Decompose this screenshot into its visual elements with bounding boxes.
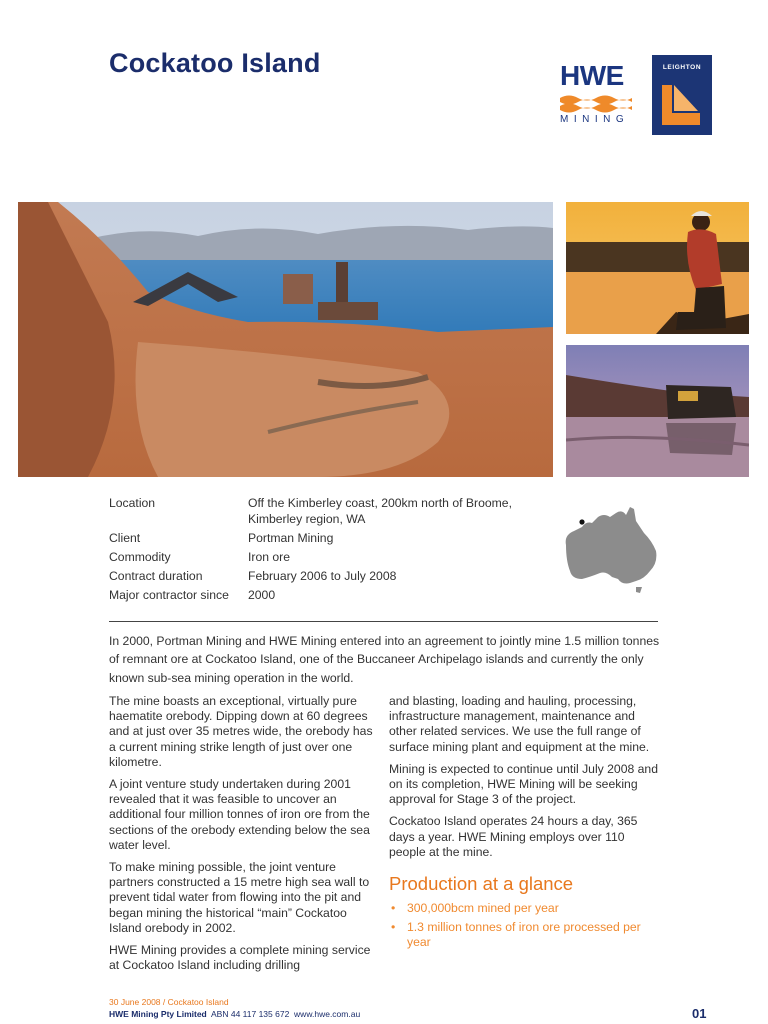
body-paragraph: Cockatoo Island operates 24 hours a day, 365 days a year. HWE Mining employs over 110 people at the mine. — [389, 814, 638, 859]
detail-value: 2000 — [248, 587, 276, 602]
leighton-logo — [652, 55, 712, 135]
detail-row-contract-duration — [109, 569, 529, 585]
footer-company: HWE Mining Pty Limited — [109, 1009, 207, 1019]
body-paragraph: The mine boasts an exceptional, virtually pure haematite orebody. Dipping down at 60 degrees and at just over 35 metres wide, the orebody has a current mining strike length of just over one kilometre. — [109, 694, 373, 769]
footer — [109, 996, 360, 1020]
footer-date-line: 30 June 2008 / Cockatoo Island — [109, 997, 229, 1007]
detail-row-major-contractor — [109, 588, 529, 604]
detail-row-client — [109, 531, 529, 547]
detail-value: Iron ore — [248, 549, 291, 564]
detail-label: Major contractor since — [109, 587, 229, 602]
detail-label: Commodity — [109, 549, 171, 564]
detail-value: Portman Mining — [248, 530, 334, 545]
body-paragraph: A joint venture study undertaken during 2001 revealed that it was feasible to uncover an additional four million tonnes of iron ore from the sections of the orebody extending below the sea water level. — [109, 777, 370, 852]
list-item-text: 1.3 million tonnes of iron ore processed per year — [407, 920, 641, 950]
body-paragraph: HWE Mining provides a complete mining service at Cockatoo Island including drilling — [109, 943, 371, 973]
divider — [109, 621, 658, 622]
production-list — [389, 901, 661, 951]
page-number: 01 — [692, 1006, 707, 1021]
open-pit-mine-photo — [18, 202, 553, 477]
australia-map-icon — [560, 505, 660, 593]
hwe-logo-text: HWE — [560, 60, 624, 91]
detail-label: Client — [109, 530, 141, 545]
detail-row-location — [109, 496, 529, 527]
list-item — [389, 920, 661, 950]
detail-value: February 2006 to July 2008 — [248, 568, 397, 583]
list-item — [389, 901, 661, 916]
list-item-text: 300,000bcm mined per year — [407, 901, 559, 916]
right-column — [389, 694, 661, 955]
project-details — [109, 496, 529, 607]
haul-truck-photo — [566, 345, 749, 477]
production-heading: Production at a glance — [389, 873, 574, 895]
page-title: Cockatoo Island — [109, 48, 321, 78]
footer-abn: ABN 44 117 135 672 — [211, 1009, 290, 1019]
footer-website-link[interactable]: www.hwe.com.au — [294, 1009, 361, 1019]
bullet-icon: • — [391, 901, 396, 916]
detail-value: Off the Kimberley coast, 200km north of Broome, — [248, 496, 512, 510]
hwe-mining-logo — [558, 60, 638, 130]
bullet-icon: • — [391, 920, 396, 935]
wave-icon — [560, 93, 634, 113]
body-paragraph: Mining is expected to continue until July 2008 and on its completion, HWE Mining will be seeking approval for Stage 3 of the project. — [389, 761, 658, 807]
leighton-logo-text: LEIGHTON — [662, 64, 702, 71]
detail-label: Location — [109, 496, 156, 510]
hwe-logo-subtitle: MINING — [560, 114, 630, 125]
left-column — [109, 694, 381, 980]
detail-row-commodity — [109, 550, 529, 566]
leighton-mark-icon — [652, 55, 712, 135]
worker-silhouette-photo — [566, 202, 749, 334]
body-paragraph: To make mining possible, the joint venture partners constructed a 15 metre high sea wall to prevent tidal water from flowing into the pit and began mining the historical “main” Cockatoo Island orebody in 2002. — [109, 860, 370, 935]
footer-company-line — [109, 1008, 360, 1020]
body-paragraph: and blasting, loading and hauling, processing, infrastructure management, maintenance and other related services. We use the full range of surface mining plant and equipment at the mine. — [389, 694, 650, 754]
intro-paragraph: In 2000, Portman Mining and HWE Mining entered into an agreement to jointly mine 1.5 million tonnes of remnant ore at Cockatoo Island, one of the Buccaneer Archipelago islands and currently the only known sub-sea mining operation in the world. — [109, 634, 660, 685]
detail-value: Kimberley region, WA — [248, 511, 366, 526]
detail-label: Contract duration — [109, 568, 203, 583]
